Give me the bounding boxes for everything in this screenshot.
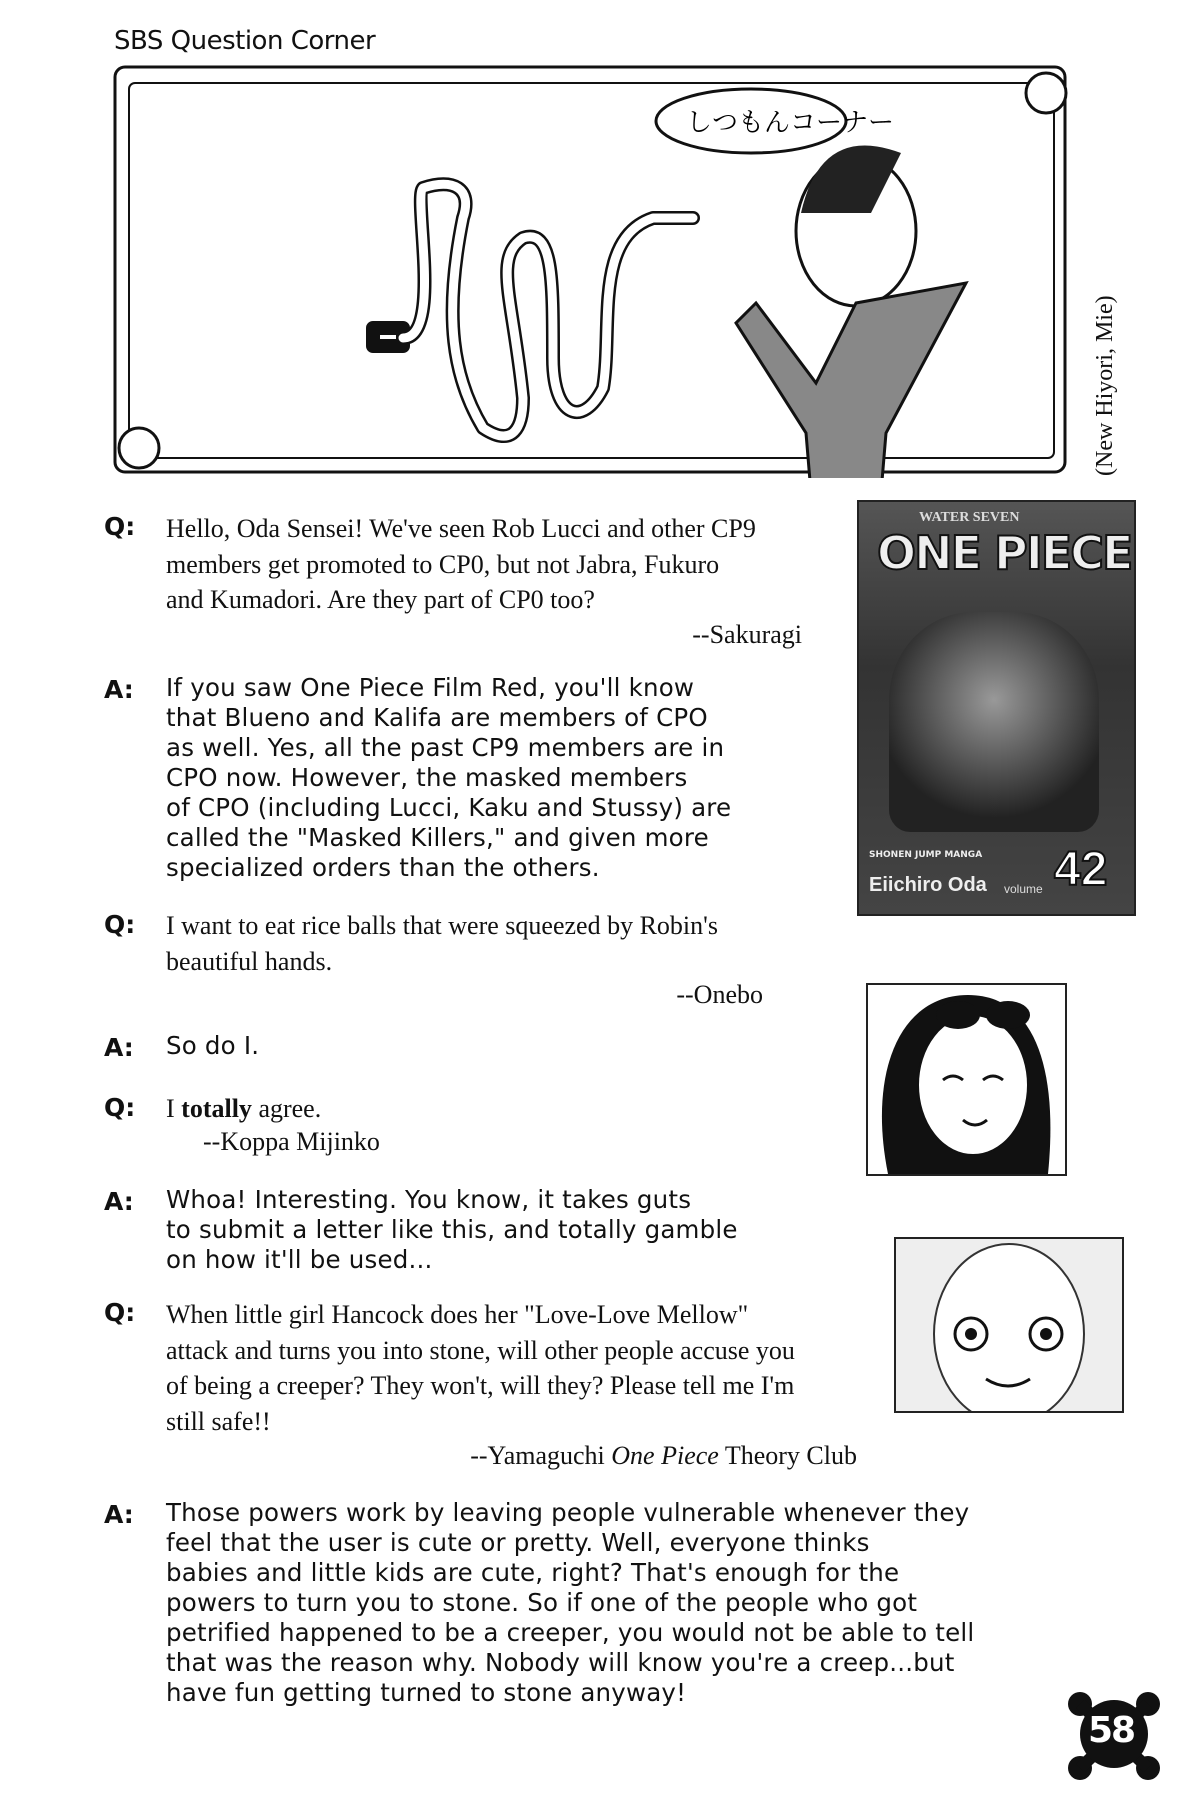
answer-line: If you saw One Piece Film Red, you'll know <box>166 673 695 702</box>
signature: --Koppa Mijinko <box>203 1127 380 1156</box>
answer-line: Those powers work by leaving people vulnerable whenever they <box>166 1498 970 1527</box>
answer-line: CPO now. However, the masked members <box>166 763 688 792</box>
signature <box>470 1441 857 1471</box>
question-line: beautiful hands. <box>166 946 333 976</box>
answer-line: as well. Yes, all the past CP9 members are in <box>166 733 725 762</box>
answer-line: specialized orders than the others. <box>166 853 600 882</box>
signature-text: --Yamaguchi <box>470 1441 612 1470</box>
entry-label: Q: <box>104 910 136 939</box>
entry-label: Q: <box>104 1298 136 1327</box>
signature: --Onebo <box>676 980 763 1009</box>
answer-line: on how it'll be used... <box>166 1245 433 1274</box>
cover-author: Eiichiro Oda <box>869 874 987 896</box>
answer-line: that Blueno and Kalifa are members of CPO <box>166 703 708 732</box>
answer-line: Whoa! Interesting. You know, it takes guts <box>166 1185 692 1214</box>
answer-line: to submit a letter like this, and totally gamble <box>166 1215 738 1244</box>
question-line: I want to eat rice balls that were squeezed by Robin's <box>166 911 718 940</box>
answer-line: powers to turn you to stone. So if one of the people who got <box>166 1588 918 1617</box>
entry-label: A: <box>104 1500 134 1529</box>
question-line: attack and turns you into stone, will other people accuse you <box>166 1335 795 1365</box>
answer-line: of CPO (including Lucci, Kaku and Stussy) are <box>166 793 732 822</box>
entry-label: Q: <box>104 512 136 541</box>
speech-bubble-text: しつもんコーナー <box>686 108 895 138</box>
illustration-credit: (New Hiyori, Mie) <box>1092 295 1118 476</box>
entry-label: A: <box>104 675 134 704</box>
page-number-badge <box>1066 1690 1162 1782</box>
answer-line: feel that the user is cute or pretty. Well, everyone thinks <box>166 1528 870 1557</box>
volume-cover-image <box>857 500 1136 916</box>
answer-line: have fun getting turned to stone anyway! <box>166 1678 687 1707</box>
answer-line: that was the reason why. Nobody will know you're a creep...but <box>166 1648 955 1677</box>
question-line: of being a creeper? They won't, will they? Please tell me I'm <box>166 1371 795 1400</box>
section-title: SBS Question Corner <box>114 26 376 56</box>
cover-volume-label: volume <box>1004 882 1043 896</box>
cover-imprint: SHONEN JUMP MANGA <box>869 850 983 860</box>
answer-line: babies and little kids are cute, right? That's enough for the <box>166 1558 900 1587</box>
question-line: Hello, Oda Sensei! We've seen Rob Lucci and other CP9 <box>166 514 756 543</box>
signature-text: Theory Club <box>718 1441 857 1470</box>
signature-title: One Piece <box>611 1441 719 1470</box>
question-emphasis: totally <box>181 1094 252 1123</box>
question-text: agree. <box>251 1094 322 1123</box>
robin-panel-image <box>866 983 1067 1176</box>
answer-line: petrified happened to be a creeper, you would not be able to tell <box>166 1618 975 1647</box>
cover-series: WATER SEVEN <box>919 510 1020 525</box>
cover-characters <box>889 612 1099 832</box>
question-line: When little girl Hancock does her "Love-Love Mellow" <box>166 1300 749 1329</box>
entry-label: A: <box>104 1033 134 1062</box>
question-line: members get promoted to CP0, but not Jabra, Fukuro <box>166 549 720 579</box>
cover-volume-number: 42 <box>1054 843 1108 896</box>
question-line: and Kumadori. Are they part of CP0 too? <box>166 585 595 614</box>
question-line: still safe!! <box>166 1406 271 1436</box>
cover-title: ONE PIECE <box>877 526 1132 580</box>
entry-label: Q: <box>104 1093 136 1122</box>
signature: --Sakuragi <box>692 620 802 649</box>
answer-line: So do I. <box>166 1031 260 1060</box>
entry-label: A: <box>104 1187 134 1216</box>
hancock-panel-image <box>894 1237 1124 1413</box>
answer-line: called the "Masked Killers," and given more <box>166 823 709 852</box>
reader-illustration <box>111 63 1088 478</box>
question-text: I <box>166 1094 182 1123</box>
page-number: 58 <box>1088 1710 1135 1751</box>
